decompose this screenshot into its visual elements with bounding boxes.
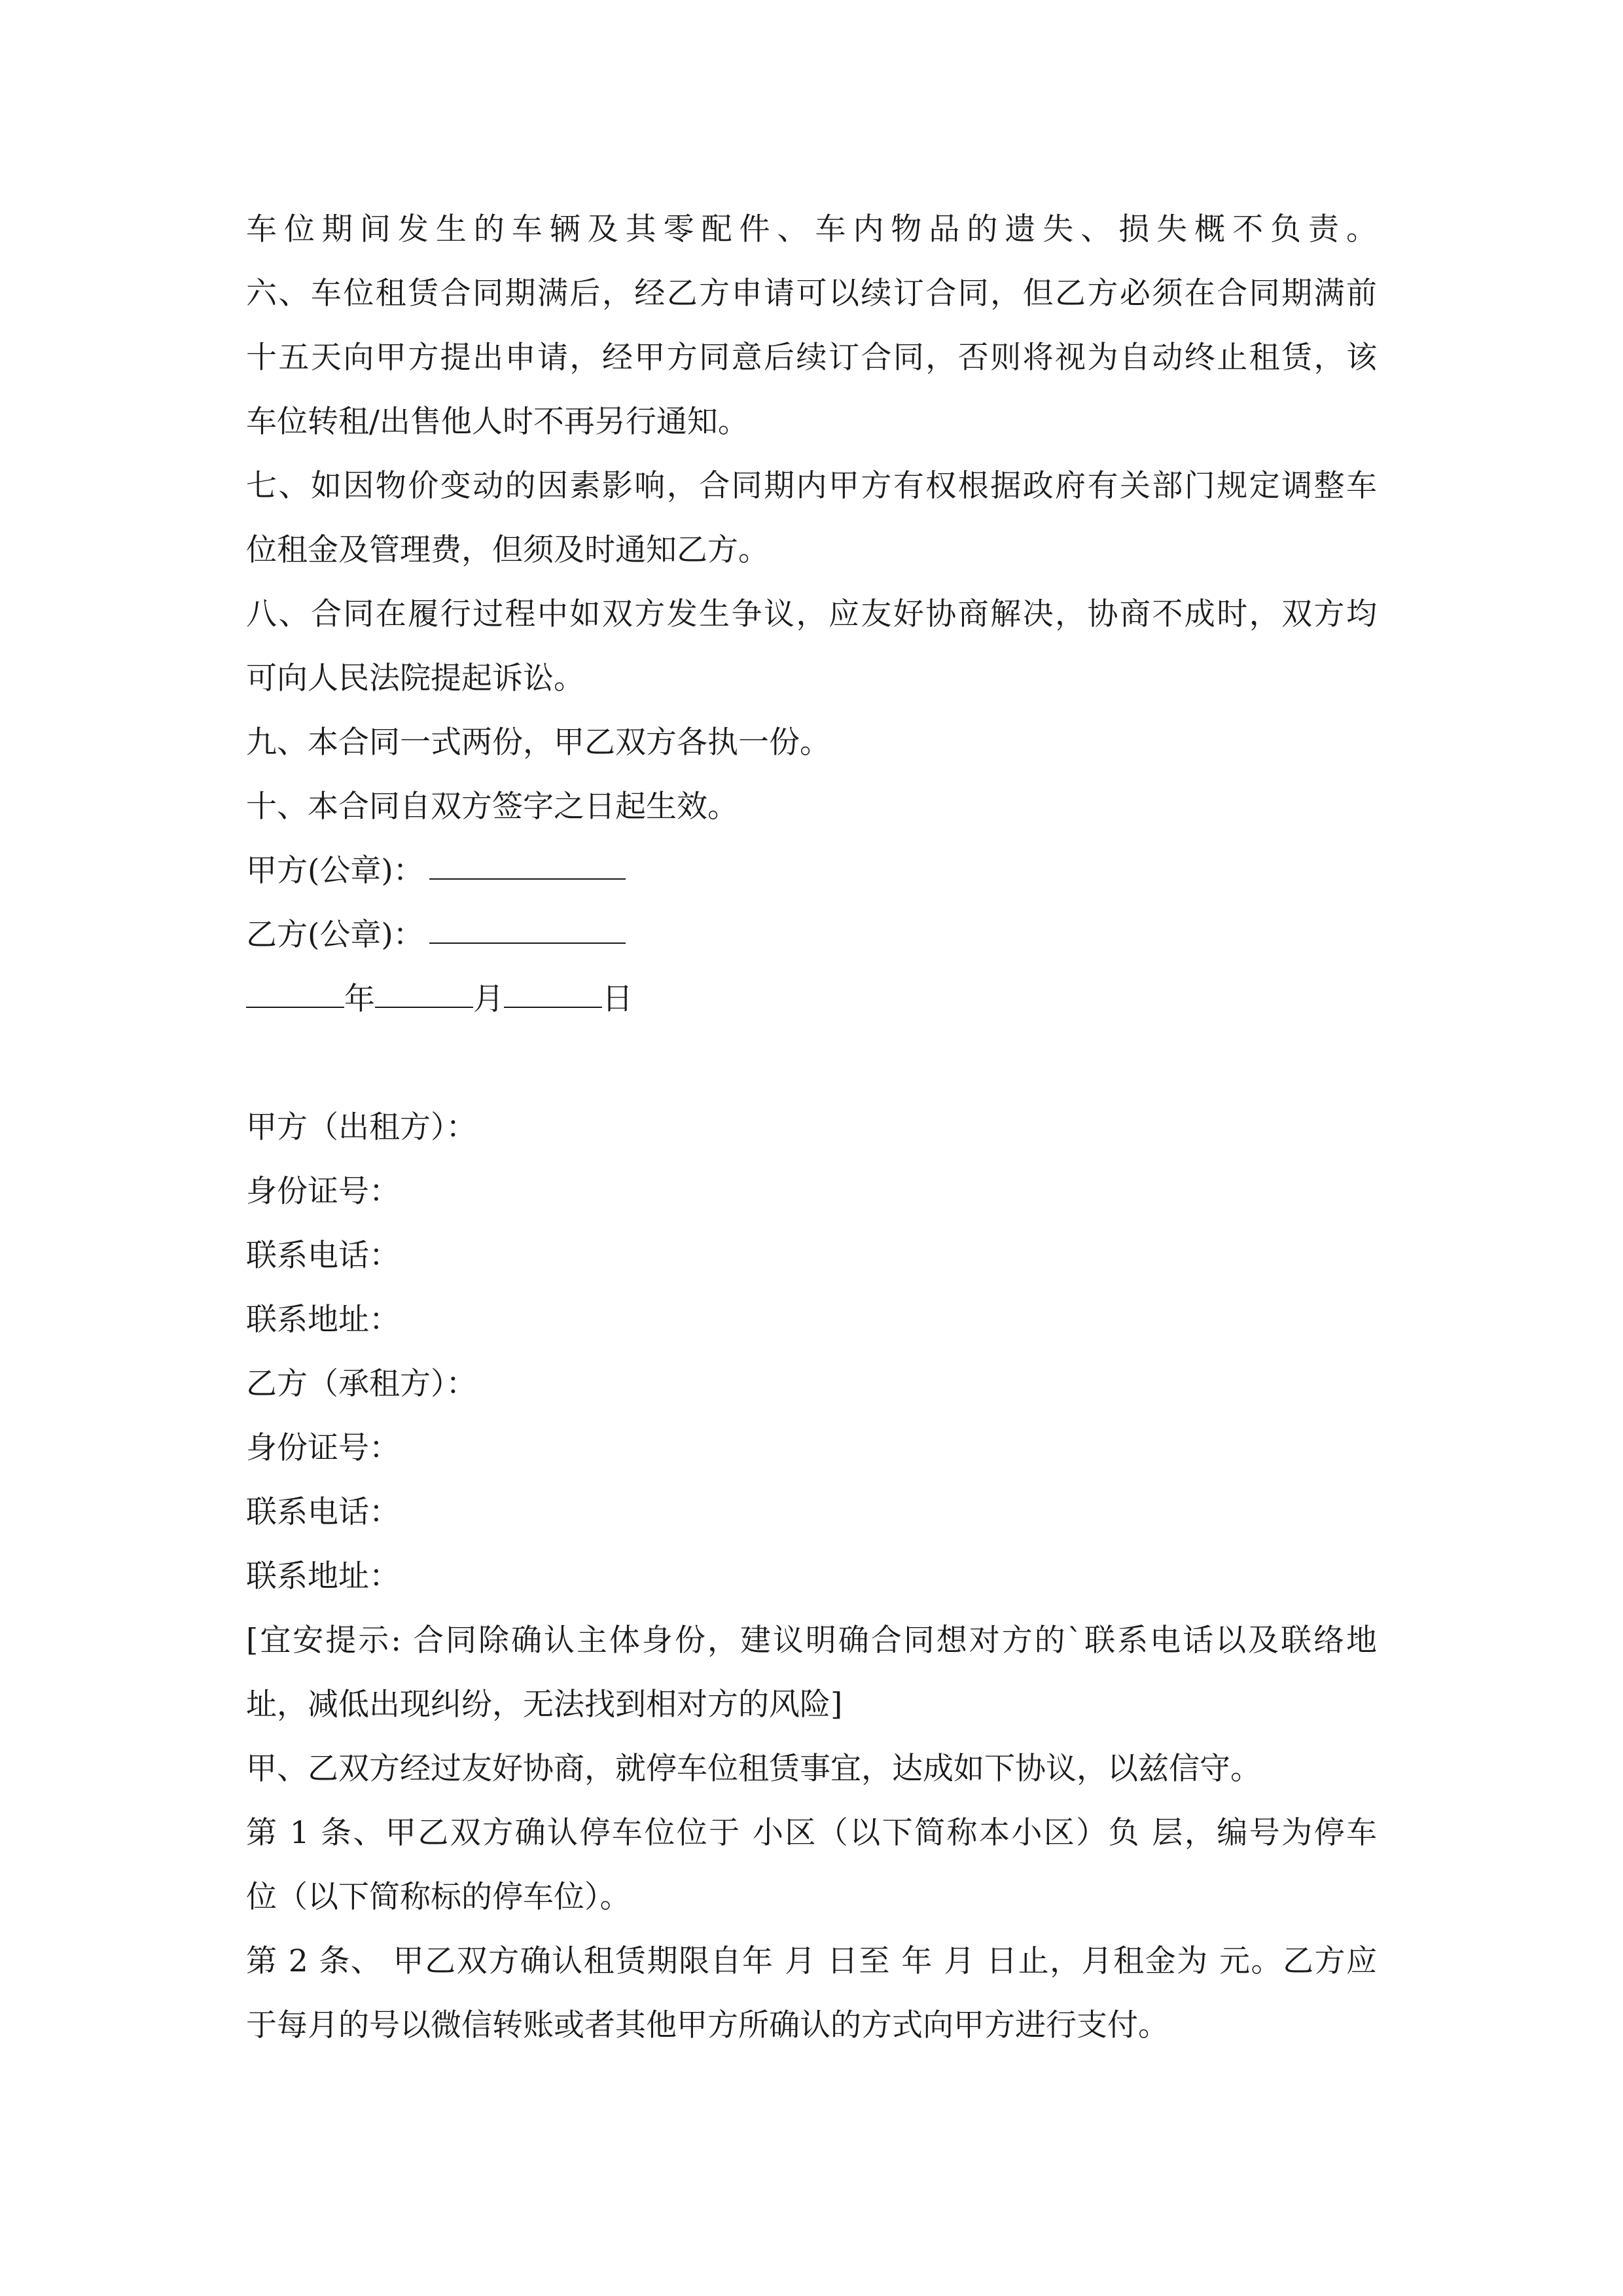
clause-6-line-2: 十五天向甲方提出申请，经甲方同意后续订合同，否则将视为自动终止租赁，该 bbox=[246, 340, 1377, 376]
year-blank[interactable] bbox=[246, 969, 344, 1008]
clause-text-line: 车位期间发生的车辆及其零配件、车内物品的遗失、损失概不负责。 bbox=[246, 211, 1377, 247]
party-b-signature-blank[interactable] bbox=[429, 905, 626, 944]
date-row bbox=[246, 967, 1377, 1031]
party-a-id-field: 身份证号： bbox=[246, 1174, 400, 1210]
party-a-signature-blank[interactable] bbox=[429, 840, 626, 880]
tip-line-2: 址，减低出现纠纷，无法找到相对方的风险] bbox=[246, 1687, 843, 1723]
month-blank[interactable] bbox=[375, 969, 473, 1008]
clause-6-line-1: 六、车位租赁合同期满后，经乙方申请可以续订合同，但乙方必须在合同期满前 bbox=[246, 276, 1377, 312]
party-a-signature-row bbox=[246, 839, 1377, 903]
clause-8-line-2: 可向人民法院提起诉讼。 bbox=[246, 660, 584, 696]
party-b-signature-row bbox=[246, 903, 1377, 967]
clause-9: 九、本合同一式两份，甲乙双方各执一份。 bbox=[246, 725, 830, 761]
party-b-phone-field: 联系电话： bbox=[246, 1494, 400, 1530]
year-label: 年 bbox=[344, 981, 375, 1017]
clause-8-line-1: 八、合同在履行过程中如双方发生争议，应友好协商解决，协商不成时，双方均 bbox=[246, 596, 1377, 632]
agreement-intro: 甲、乙双方经过友好协商，就停车位租赁事宜，达成如下协议，以兹信守。 bbox=[246, 1751, 1261, 1787]
party-b-heading: 乙方（承租方）： bbox=[246, 1366, 477, 1402]
day-blank[interactable] bbox=[504, 969, 602, 1008]
tip-line-1: [宜安提示: 合同除确认主体身份，建议明确合同想对方的`联系电话以及联络地 bbox=[246, 1623, 1377, 1659]
clause-7-line-1: 七、如因物价变动的因素影响，合同期内甲方有权根据政府有关部门规定调整车 bbox=[246, 468, 1377, 504]
party-b-id-field: 身份证号： bbox=[246, 1430, 400, 1466]
article-1-line-2: 位（以下简称标的停车位）。 bbox=[246, 1879, 631, 1915]
article-1-line-1: 第 1 条、甲乙双方确认停车位位于 小区（以下简称本小区）负 层，编号为停车 bbox=[246, 1815, 1377, 1851]
document-body bbox=[246, 198, 1377, 2058]
party-b-address-field: 联系地址： bbox=[246, 1558, 400, 1594]
article-2-line-1: 第 2 条、 甲乙双方确认租赁期限自年 月 日至 年 月 日止，月租金为 元。乙方应 bbox=[246, 1943, 1377, 1979]
clause-7-line-2: 位租金及管理费，但须及时通知乙方。 bbox=[246, 532, 769, 568]
party-a-heading: 甲方（出租方）： bbox=[246, 1109, 477, 1145]
article-2-line-2: 于每月的号以微信转账或者其他甲方所确认的方式向甲方进行支付。 bbox=[246, 2007, 1169, 2043]
clause-6-line-3: 车位转租/出售他人时不再另行通知。 bbox=[246, 404, 749, 440]
party-a-seal-label: 甲方(公章)： bbox=[246, 853, 424, 889]
party-b-seal-label: 乙方(公章)： bbox=[246, 917, 424, 953]
section-spacer bbox=[246, 1031, 1377, 1096]
party-a-address-field: 联系地址： bbox=[246, 1302, 400, 1338]
day-label: 日 bbox=[602, 981, 633, 1017]
clause-10: 十、本合同自双方签字之日起生效。 bbox=[246, 789, 738, 825]
party-a-phone-field: 联系电话： bbox=[246, 1238, 400, 1274]
month-label: 月 bbox=[473, 981, 504, 1017]
